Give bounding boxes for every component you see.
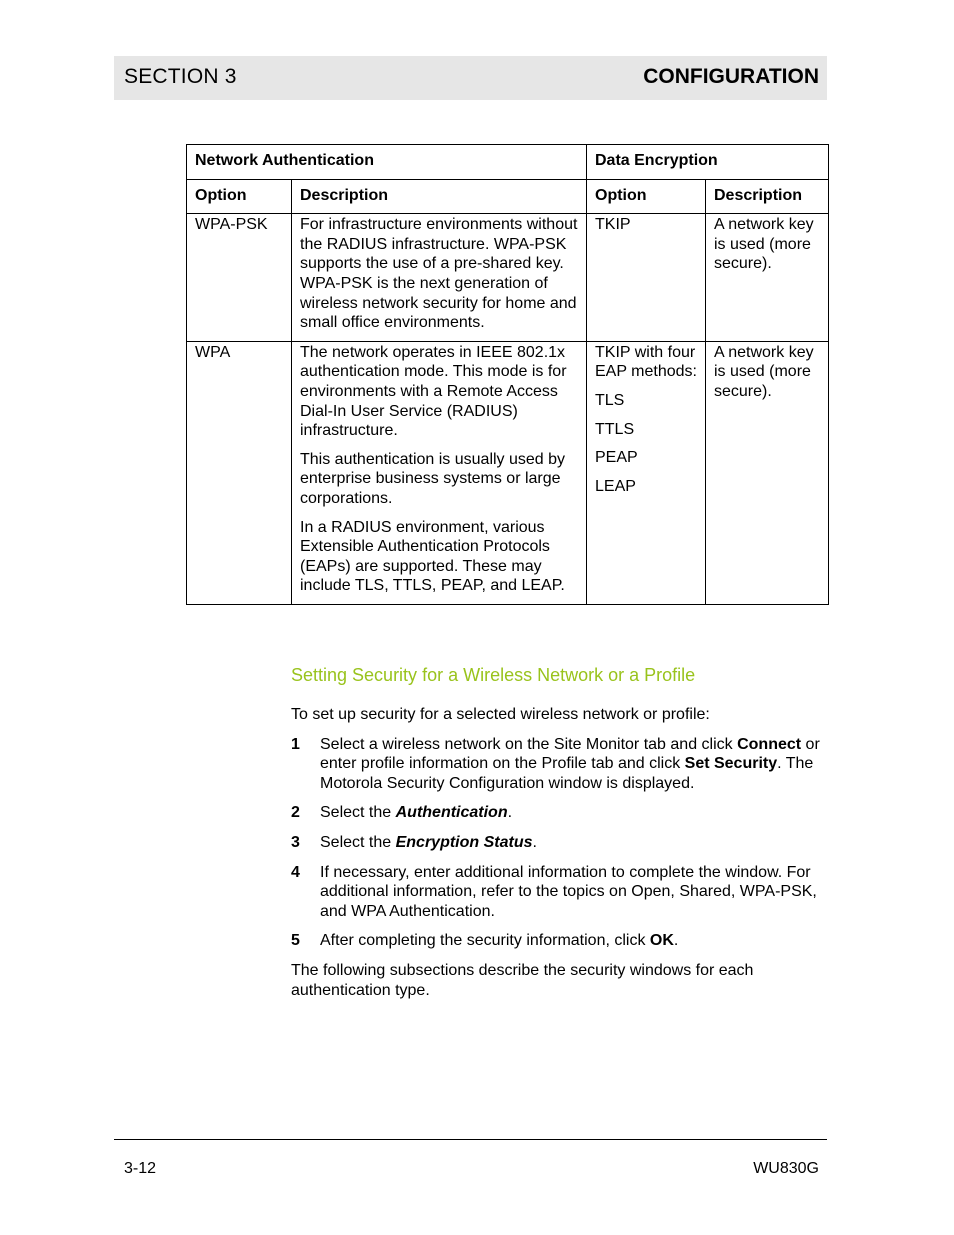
section-label: SECTION 3 <box>124 65 237 88</box>
column-header-auth-description: Description <box>292 179 587 214</box>
procedure-step <box>291 863 827 922</box>
table-group-header-row <box>187 145 829 180</box>
model-number: WU830G <box>753 1160 819 1177</box>
step-number: 2 <box>291 804 300 822</box>
table-row <box>187 214 829 342</box>
enc-option-line: TLS <box>595 391 625 409</box>
step-text: . <box>507 804 513 822</box>
description-paragraph: For infrastructure environments without the RADIUS infrastructure. WPA-PSK supports the use of a pre-shared key. WPA-PSK is the next generation of wireless network security for home and small office environments. <box>300 216 578 332</box>
step-text: After completing the security information, click <box>320 932 650 950</box>
enc-description-cell: A network key is used (more secure). <box>706 214 829 342</box>
enc-option-cell <box>587 214 706 342</box>
procedure-step <box>291 803 827 823</box>
footer-divider <box>114 1139 827 1140</box>
step-text: . <box>532 833 537 851</box>
step-emphasis: Connect <box>737 735 802 753</box>
table-column-header-row <box>187 179 829 214</box>
step-text: . <box>673 932 679 950</box>
column-header-enc-option: Option <box>587 179 706 214</box>
enc-option-line: PEAP <box>595 449 638 467</box>
step-emphasis: OK <box>649 932 674 950</box>
step-number: 1 <box>291 735 300 753</box>
enc-option-cell <box>587 341 706 604</box>
step-text: Select a wireless network on the Site Monitor tab and click <box>320 735 738 753</box>
intro-paragraph: To set up security for a selected wireless network or profile: <box>291 706 710 723</box>
group-header-network-authentication: Network Authentication <box>187 145 587 180</box>
column-header-auth-option: Option <box>187 179 292 214</box>
auth-option-cell: WPA-PSK <box>187 214 292 342</box>
description-paragraph: This authentication is usually used by enterprise business systems or large corporations. <box>300 450 566 507</box>
chapter-title: CONFIGURATION <box>643 65 819 88</box>
group-header-data-encryption: Data Encryption <box>587 145 829 180</box>
table-row <box>187 341 829 604</box>
enc-description-cell: A network key is used (more secure). <box>706 341 829 604</box>
step-text: Select the <box>320 833 396 851</box>
step-text: Select the <box>320 804 396 822</box>
closing-paragraph: The following subsections describe the security windows for each authentication type. <box>291 961 754 999</box>
step-emphasis: Authentication <box>395 804 508 822</box>
page-number: 3-12 <box>124 1160 157 1177</box>
auth-description-cell <box>292 214 587 342</box>
section-header-bar <box>114 56 827 100</box>
enc-option-line: TKIP with four EAP methods: <box>595 343 697 381</box>
procedure-step <box>291 833 827 853</box>
enc-option-line: TKIP <box>595 216 631 234</box>
step-text: If necessary, enter additional information to complete the window. For additional information, refer to the topics on Open, Shared, WPA-PSK, and WPA Authentication. <box>320 863 817 920</box>
step-emphasis: Encryption Status <box>395 833 533 851</box>
column-header-enc-description: Description <box>706 179 829 214</box>
enc-option-line: LEAP <box>595 477 636 495</box>
procedure-body <box>291 705 827 1010</box>
procedure-steps <box>291 735 827 951</box>
description-paragraph: The network operates in IEEE 802.1x authentication mode. This mode is for environments with a Remote Access Dial-In User Service (RADIUS) infrastructure. <box>300 343 567 440</box>
auth-option-cell: WPA <box>187 341 292 604</box>
step-text: or enter profile information on the Profile tab and click <box>320 735 820 773</box>
description-paragraph: In a RADIUS environment, various Extensible Authentication Protocols (EAPs) are supported. These may include TLS, TTLS, PEAP, and LEAP. <box>300 518 565 595</box>
step-text: . The Motorola Security Configuration window is displayed. <box>320 755 814 792</box>
step-number: 5 <box>291 932 300 950</box>
step-emphasis: Set Security <box>684 755 778 773</box>
authentication-encryption-table <box>186 144 829 605</box>
auth-description-cell <box>292 341 587 604</box>
enc-option-line: TTLS <box>595 420 635 438</box>
section-heading: Setting Security for a Wireless Network or a Profile <box>291 665 696 685</box>
step-number: 4 <box>291 863 300 881</box>
procedure-step <box>291 931 827 951</box>
procedure-step <box>291 735 827 794</box>
step-number: 3 <box>291 833 300 851</box>
